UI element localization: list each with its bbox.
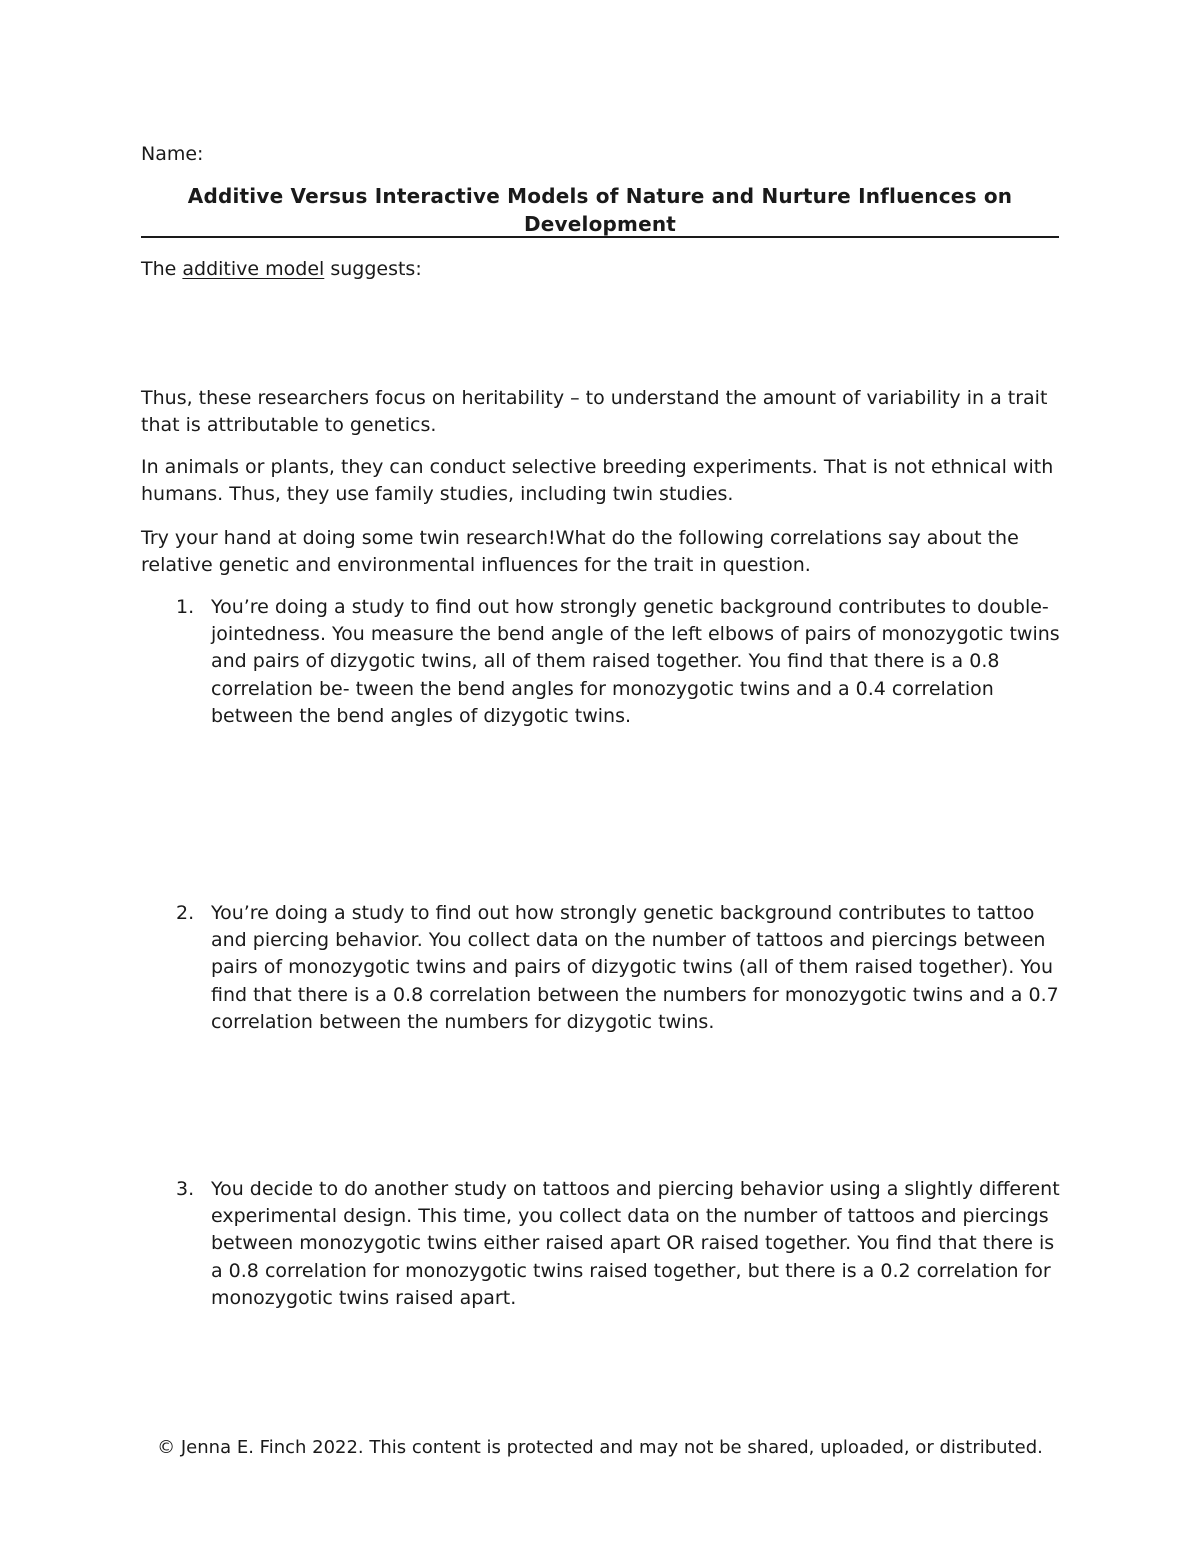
title-divider bbox=[141, 236, 1059, 238]
question-text: You’re doing a study to find out how strongly genetic background contributes to double- jointedness. You measure the bend angle of the left elbows of pairs of monozygotic twins and pairs of dizygotic twins, all of them raised together. You find that there is a 0.8 correlation be- tween the bend angles for monozygotic twins and a 0.4 correlation between the bend angles of dizygotic twins. bbox=[211, 596, 1060, 727]
intro-prefix: The bbox=[141, 258, 183, 280]
question-number: 3. bbox=[176, 1178, 195, 1200]
copyright-footer: © Jenna E. Finch 2022. This content is protected and may not be shared, uploaded, or distributed. bbox=[157, 1437, 1043, 1458]
page-title: Additive Versus Interactive Models of Nature and Nurture Influences on Development bbox=[187, 184, 1013, 236]
question-text: You decide to do another study on tattoos and piercing behavior using a slightly different experimental design. This time, you collect data on the number of tattoos and piercings between monozygotic twins either raised apart OR raised together. You find that there is a 0.8 correlation for monozygotic twins raised together, but there is a 0.2 correlation for monozygotic twins raised apart. bbox=[211, 1178, 1060, 1309]
additive-model-prompt bbox=[141, 256, 1059, 283]
question-number: 2. bbox=[176, 902, 195, 924]
name-label: Name: bbox=[141, 143, 204, 165]
twin-research-paragraph: Try your hand at doing some twin research!What do the following correlations say about the relative genetic and environmental influences for the trait in question. bbox=[141, 527, 1019, 576]
heritability-paragraph: Thus, these researchers focus on heritability – to understand the amount of variability in a trait that is attributable to genetics. bbox=[141, 387, 1048, 436]
intro-suffix: suggests: bbox=[324, 258, 422, 280]
family-studies-paragraph: In animals or plants, they can conduct selective breeding experiments. That is not ethnical with humans. Thus, they use family studies, including twin studies. bbox=[141, 456, 1054, 505]
question-text: You’re doing a study to find out how strongly genetic background contributes to tattoo and piercing behavior. You collect data on the number of tattoos and piercings between pairs of monozygotic twins and pairs of dizygotic twins (all of them raised together). You find that there is a 0.8 correlation between the numbers for monozygotic twins and a 0.7 correlation between the numbers for dizygotic twins. bbox=[211, 902, 1059, 1033]
question-number: 1. bbox=[176, 596, 195, 618]
additive-model-term: additive model bbox=[182, 258, 325, 280]
